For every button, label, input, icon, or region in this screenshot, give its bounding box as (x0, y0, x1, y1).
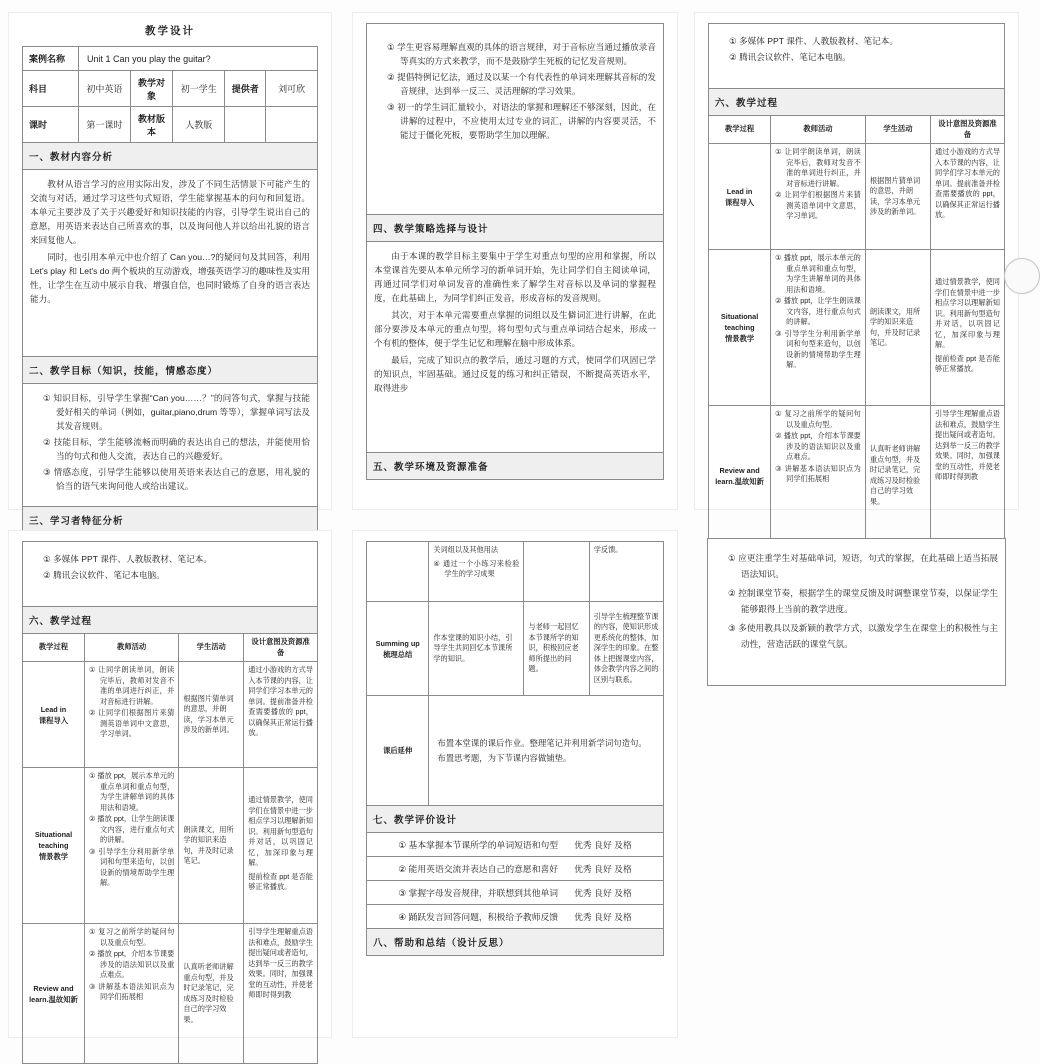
stage-cell (23, 768, 85, 924)
next-page-button[interactable] (1004, 258, 1040, 294)
stage-cell (23, 662, 85, 768)
paragraph: 通过情景教学，使同学们在情景中进一步相点学习以理解新知识。利用新句型造句并对话，以巩固记忆，加深印象与理解。 (248, 795, 313, 868)
list-item: ② 播放 ppt，介绍本节课要涉及的语法知识以及重点难点。 (88, 949, 175, 979)
list-item: ② 提倡特例记忆法，通过及以某一个有代表性的单词来理解其音标的发音规律，达到举一反三、灵活理解的学习效果。 (387, 72, 656, 96)
table-header-cell: 设计意图及资源准备 (930, 116, 1004, 144)
stage-name-zh: 情景教学 (38, 852, 69, 861)
paragraph: 提前检查 ppt 是否能够正常播放。 (248, 871, 313, 892)
subject-value: 初中英语 (79, 71, 131, 107)
stage-name-en: Lead in (726, 186, 753, 196)
teacher-activity-cell (84, 924, 178, 1064)
stage-cell (709, 250, 771, 406)
evaluation-row (367, 833, 664, 857)
stage-name-zh: 课后延伸 (383, 746, 413, 755)
stage-name-en: Situational teaching (34, 830, 73, 850)
paragraph: 引导学生理解重点语法和难点，鼓励学生提出疑问或者造句，达到举一反三的教学效果。同时，加强课堂的互动性，并使老师即时得到教 (934, 409, 1000, 481)
page-2 (352, 12, 678, 510)
paragraph: 其次，对于本单元需要重点掌握的词组以及生僻词汇进行讲解，在此部分要涉及本单元的重点句型，将句型句式与重点单词结合起来，形成一个有机的整体，便于学生记忆和理解在脑中形成体系。 (374, 310, 656, 348)
stage-name-zh: 梳理总结 (383, 649, 413, 659)
stage-name-en: Lead in (40, 704, 67, 714)
provider-value: 刘可欣 (266, 71, 318, 107)
document-title: 教学设计 (145, 25, 195, 37)
section-heading-evaluation: 七、教学评价设计 (366, 805, 664, 833)
list-item: ② 技能目标，学生能够流畅而明确的表达出自己的想法，并能使用恰当的句式和他人交流，表达自己的兴趣爱好。 (43, 437, 310, 461)
list-item: ② 播放 ppt，让学生朗读课文内容，进行重点句式的讲解。 (775, 296, 861, 326)
page-5 (352, 530, 678, 1038)
page-3 (694, 12, 1019, 510)
text-continuation: 关词组以及其他用法 (433, 545, 499, 554)
page-5-content (353, 531, 677, 956)
stage-name-zh: 情景教学 (724, 334, 755, 343)
resource-box (708, 23, 1005, 89)
student-activity-cell: 根据图片猜单词的意思，并朗读，学习本单元涉及的新单词。 (865, 144, 930, 250)
list-item: ① 多媒体 PPT 课件、人教版教材、笔记本。 (43, 554, 212, 564)
section-heading-strategy: 四、教学策略选择与设计 (366, 214, 664, 242)
paragraph: 同时，也引用本单元中也介绍了 Can you…?的疑问句及其回答，利用 Let's play 和 Let's do 两个板块的互动游戏，增强英语学习的趣味性及实用性，让学生在互动中展示自我、增强自信，也同时锻炼了自身的语言表达能力。 (30, 252, 310, 304)
section-heading-environment: 五、教学环境及资源准备 (366, 452, 664, 480)
stage-cell (367, 696, 429, 806)
stage-name-zh: 课程导入 (724, 197, 755, 207)
edition-label: 教材版本 (130, 107, 173, 143)
evaluation-table (366, 832, 664, 929)
provider-label: 提供者 (225, 71, 266, 107)
design-intent-cell: 学反馈。 (589, 542, 663, 602)
section-heading-reflection: 八、帮助和总结（设计反思） (366, 928, 664, 956)
list-item: ① 复习之前所学的疑问句以及重点句型。 (775, 409, 861, 429)
stage-name-en: learn.温故知新 (715, 476, 764, 486)
stage-cell (367, 602, 429, 696)
resource-box (22, 541, 318, 607)
objectives-box (22, 383, 318, 507)
page-6-content (694, 530, 1019, 686)
subject-label: 科目 (23, 71, 79, 107)
paragraph: 通过小游戏的方式导入本节课的内容，让同学们学习本单元的单词。提前准备并检查需要播放的 ppt，以确保其正常运行播放。 (248, 665, 313, 737)
paragraph: 布置本堂课的课后作业。整理笔记并利用新学词句造句。 (437, 737, 647, 748)
paragraph: 由于本课的教学目标主要集中于学生对重点句型的应用和掌握，所以本堂课首先要从本单元所学习的新单词开始，先让同学们自主阅读单词，再通过同学们对单词发音的准确性来了解学生对音标以及单词的掌握程度，在此基础上，为同学们纠正发音，形成音标的发音规则。 (374, 251, 656, 303)
evaluation-item: ① 基本掌握本节课所学的单词短语和句型 (398, 840, 559, 850)
evaluation-item: ③ 掌握字母发音规律，并联想到其他单词 (398, 888, 559, 898)
list-item: ④ 通过一个小练习来检验学生的学习成果 (433, 558, 520, 578)
list-item: ① 学生更容易理解直观的具体的语言规律，对于音标应当通过播放录音等真实的方式来教学，而不是鼓励学生死板的记忆发音规则。 (387, 42, 656, 66)
paragraph: 布置思考题，为下节课内容做铺垫。 (437, 752, 572, 763)
paragraph: 引导学生理解重点语法和难点，鼓励学生提出疑问或者造句，达到举一反三的教学效果。同时，加强课堂的互动性，并使老师即时得到教 (248, 927, 313, 999)
grade-options: 优秀 良好 及格 (574, 912, 632, 922)
list-item: ① 让同学朗读单词，朗读完毕后，教师对发音不准的单词进行纠正，并对音标进行讲解。 (775, 147, 861, 188)
student-activity-cell: 朗读课文，用所学的知识来造句，并及时记录笔记。 (179, 768, 244, 924)
list-item: ③ 讲解基本语法知识点为同学们拓展相 (88, 981, 175, 1001)
page-4 (8, 530, 332, 1038)
teacher-activity-cell (771, 250, 866, 406)
teacher-activity-cell (429, 542, 524, 602)
design-intent-cell (244, 768, 318, 924)
list-item: ③ 初一的学生词汇量较小，对语法的掌握和理解还不够深刻，因此，在讲解的过程中，不应使用太过专业的词汇，讲解的内容要灵活，不能过于僵化死板，要帮助学生加以理解。 (387, 102, 656, 140)
list-item: ② 播放 ppt，让学生朗读课文内容，进行重点句式的讲解。 (88, 814, 175, 844)
case-name-value: Unit 1 Can you play the guitar? (79, 47, 318, 71)
paragraph: 通过小游戏的方式导入本节课的内容，让同学们学习本单元的单词。提前准备并检查需要播放的 ppt，以确保其正常运行播放。 (934, 147, 1000, 219)
period-label: 课时 (23, 107, 79, 143)
teacher-activity-cell (84, 662, 178, 768)
period-value: 第一课时 (79, 107, 131, 143)
strategy-box (366, 241, 664, 453)
list-item: ① 播放 ppt，展示本单元的重点单词和重点句型，为学生讲解单词的具体用法和语境。 (775, 253, 861, 294)
paragraph: 最后，完成了知识点的教学后，通过习题的方式，使同学们巩固已学的知识点，牢固基础。通过反复的练习和纠正错误，不断提高英语水平，取得进步 (374, 355, 656, 393)
page-3-content (695, 13, 1018, 546)
process-table (22, 633, 318, 1064)
stage-name-en: learn.温故知新 (29, 994, 78, 1004)
table-header-cell: 设计意图及资源准备 (244, 634, 318, 662)
section-heading-process: 六、教学过程 (22, 606, 318, 634)
list-item: ② 让同学们根据图片来猜测英语单词中文意思，学习单词。 (88, 708, 175, 738)
evaluation-row (367, 881, 664, 905)
stage-cell (367, 542, 429, 602)
list-item: ① 多媒体 PPT 课件、人教版教材、笔记本。 (729, 36, 898, 46)
page-4-content (9, 531, 331, 1064)
list-item: ③ 讲解基本语法知识点为同学们拓展相 (775, 463, 861, 483)
list-item: ③ 情感态度，引导学生能够以使用英语来表达自己的意愿，用礼貌的恰当的语气来询问他人或给出建议。 (43, 467, 310, 491)
list-item: ③ 多使用教具以及新颖的教学方式，以激发学生在课堂上的积极性与主动性，营造活跃的课堂气氛。 (728, 623, 998, 649)
paragraph: 教材从语言学习的应用实际出发，涉及了不同生活情景下可能产生的交流与对话，通过学习这些句式短语，学生能掌握基本的问句和回复语。本单元主要涉及了关于兴趣爱好和知识技能的内容，引导学生说出自己的意愿，用英语来表达自己所喜欢的事，以及询问他人并以给出礼貌的语言来回复他人。 (30, 179, 310, 245)
list-item: ① 复习之前所学的疑问句以及重点句型。 (88, 927, 175, 947)
design-intent-cell: 引导学生梳理整节课的内容，使知识形成更系统化的整体，加深学生的印象。在整体上把握课堂内容，体会教学内容之间的区别与联系。 (589, 602, 663, 696)
edition-value: 人教版 (173, 107, 225, 143)
evaluation-item: ② 能用英语交流并表达自己的意愿和喜好 (398, 864, 559, 874)
student-activity-cell: 根据图片猜单词的意思，并朗读，学习本单元涉及的新单词。 (179, 662, 244, 768)
stage-cell (709, 406, 771, 546)
grade-options: 优秀 良好 及格 (574, 864, 632, 874)
list-item: ② 播放 ppt，介绍本节课要涉及的语法知识以及重点难点。 (775, 431, 861, 461)
audience-value: 初一学生 (173, 71, 225, 107)
student-activity-cell: 与老师一起回忆本节课所学的知识，积极回应老师所提出的问题。 (524, 602, 589, 696)
empty-cell (225, 107, 266, 143)
design-intent-cell (244, 662, 318, 768)
section-heading-process: 六、教学过程 (708, 88, 1005, 116)
stage-name-en: Summing up (375, 638, 420, 648)
table-header-cell: 学生活动 (179, 634, 244, 662)
teacher-activity-cell (84, 768, 178, 924)
section-heading-learner-analysis: 三、学习者特征分析 (22, 506, 318, 534)
student-activity-cell: 认真听老师讲解重点句型，并及时记录笔记，完成练习及时检验自己的学习效果。 (865, 406, 930, 546)
list-item: ② 让同学们根据图片来猜测英语单词中文意思，学习单词。 (775, 190, 861, 220)
teacher-activity-cell: 作本堂课的知识小结，引导学生共同回忆本节课所学的知识。 (429, 602, 524, 696)
process-table (708, 115, 1005, 546)
stage-name-zh: 课程导入 (38, 715, 69, 725)
list-item: ② 腾讯会议软件、笔记本电脑。 (729, 52, 851, 62)
homework-cell (429, 696, 664, 806)
table-header-cell: 教学过程 (23, 634, 85, 662)
stage-cell (23, 924, 85, 1064)
page-1-content (9, 13, 331, 534)
evaluation-row (367, 905, 664, 929)
list-item: ① 应更注重学生对基础单词，短语，句式的掌握，在此基础上适当拓展语法知识。 (728, 553, 998, 579)
material-analysis-box (22, 169, 318, 357)
teacher-activity-cell (771, 144, 866, 250)
page-1 (8, 12, 332, 527)
stage-name-en: Situational teaching (720, 312, 759, 332)
process-table-continued (366, 541, 664, 806)
paragraph: 通过情景教学，使同学们在情景中进一步相点学习以理解新知识。利用新句型造句并对话，以巩固记忆，加深印象与理解。 (934, 277, 1000, 350)
table-header-cell: 学生活动 (865, 116, 930, 144)
grade-options: 优秀 良好 及格 (574, 888, 632, 898)
list-item: ③ 引导学生分利用新学单词和句型来造句，以创设新的情境帮助学生理解。 (88, 846, 175, 887)
table-header-cell: 教学过程 (709, 116, 771, 144)
stage-name-en: Review and (33, 983, 74, 993)
grade-options: 优秀 良好 及格 (574, 840, 632, 850)
student-activity-cell (524, 542, 589, 602)
section-heading-objectives: 二、教学目标（知识，技能，情感态度） (22, 356, 318, 384)
case-name-label: 案例名称 (23, 47, 79, 71)
case-info-table (22, 46, 318, 143)
stage-cell (709, 144, 771, 250)
paragraph: 提前检查 ppt 是否能够正常播放。 (934, 353, 1000, 374)
design-intent-cell (930, 250, 1004, 406)
learner-analysis-box (366, 23, 664, 215)
list-item: ① 知识目标，引导学生掌握“Can you……？”的问答句式，掌握与技能爱好相关的单词（例如，guitar,piano,drum 等等），掌握单词写法及其发音规则。 (43, 393, 310, 431)
page-2-content (353, 13, 677, 480)
list-item: ① 让同学朗读单词，朗读完毕后，教师对发音不准的单词进行纠正，并对音标进行讲解。 (88, 665, 175, 706)
teacher-activity-cell (771, 406, 866, 546)
design-intent-cell (930, 144, 1004, 250)
design-intent-cell (930, 406, 1004, 546)
stage-name-en: Review and (719, 465, 760, 475)
list-item: ③ 引导学生分利用新学单词和句型来造句，以创设新的情境帮助学生理解。 (775, 328, 861, 369)
page-6 (694, 530, 1019, 1038)
audience-label: 教学对象 (130, 71, 173, 107)
design-intent-cell (244, 924, 318, 1064)
list-item: ② 控制课堂节奏，根据学生的课堂反馈及时调整课堂节奏，以保证学生能够跟得上当前的教学进度。 (728, 588, 998, 614)
table-header-cell: 教师活动 (84, 634, 178, 662)
list-item: ① 播放 ppt，展示本单元的重点单词和重点句型，为学生讲解单词的具体用法和语境。 (88, 771, 175, 812)
table-header-cell: 教师活动 (771, 116, 866, 144)
student-activity-cell: 朗读课文，用所学的知识来造句，并及时记录笔记。 (865, 250, 930, 406)
empty-cell (266, 107, 318, 143)
reflection-box (707, 538, 1006, 686)
evaluation-item: ④ 踊跃发言回答问题，积极给予教师反馈 (398, 912, 559, 922)
section-heading-material-analysis: 一、教材内容分析 (22, 142, 318, 170)
student-activity-cell: 认真听老师讲解重点句型，并及时记录笔记，完成练习及时检验自己的学习效果。 (179, 924, 244, 1064)
list-item: ② 腾讯会议软件、笔记本电脑。 (43, 570, 165, 580)
evaluation-row (367, 857, 664, 881)
